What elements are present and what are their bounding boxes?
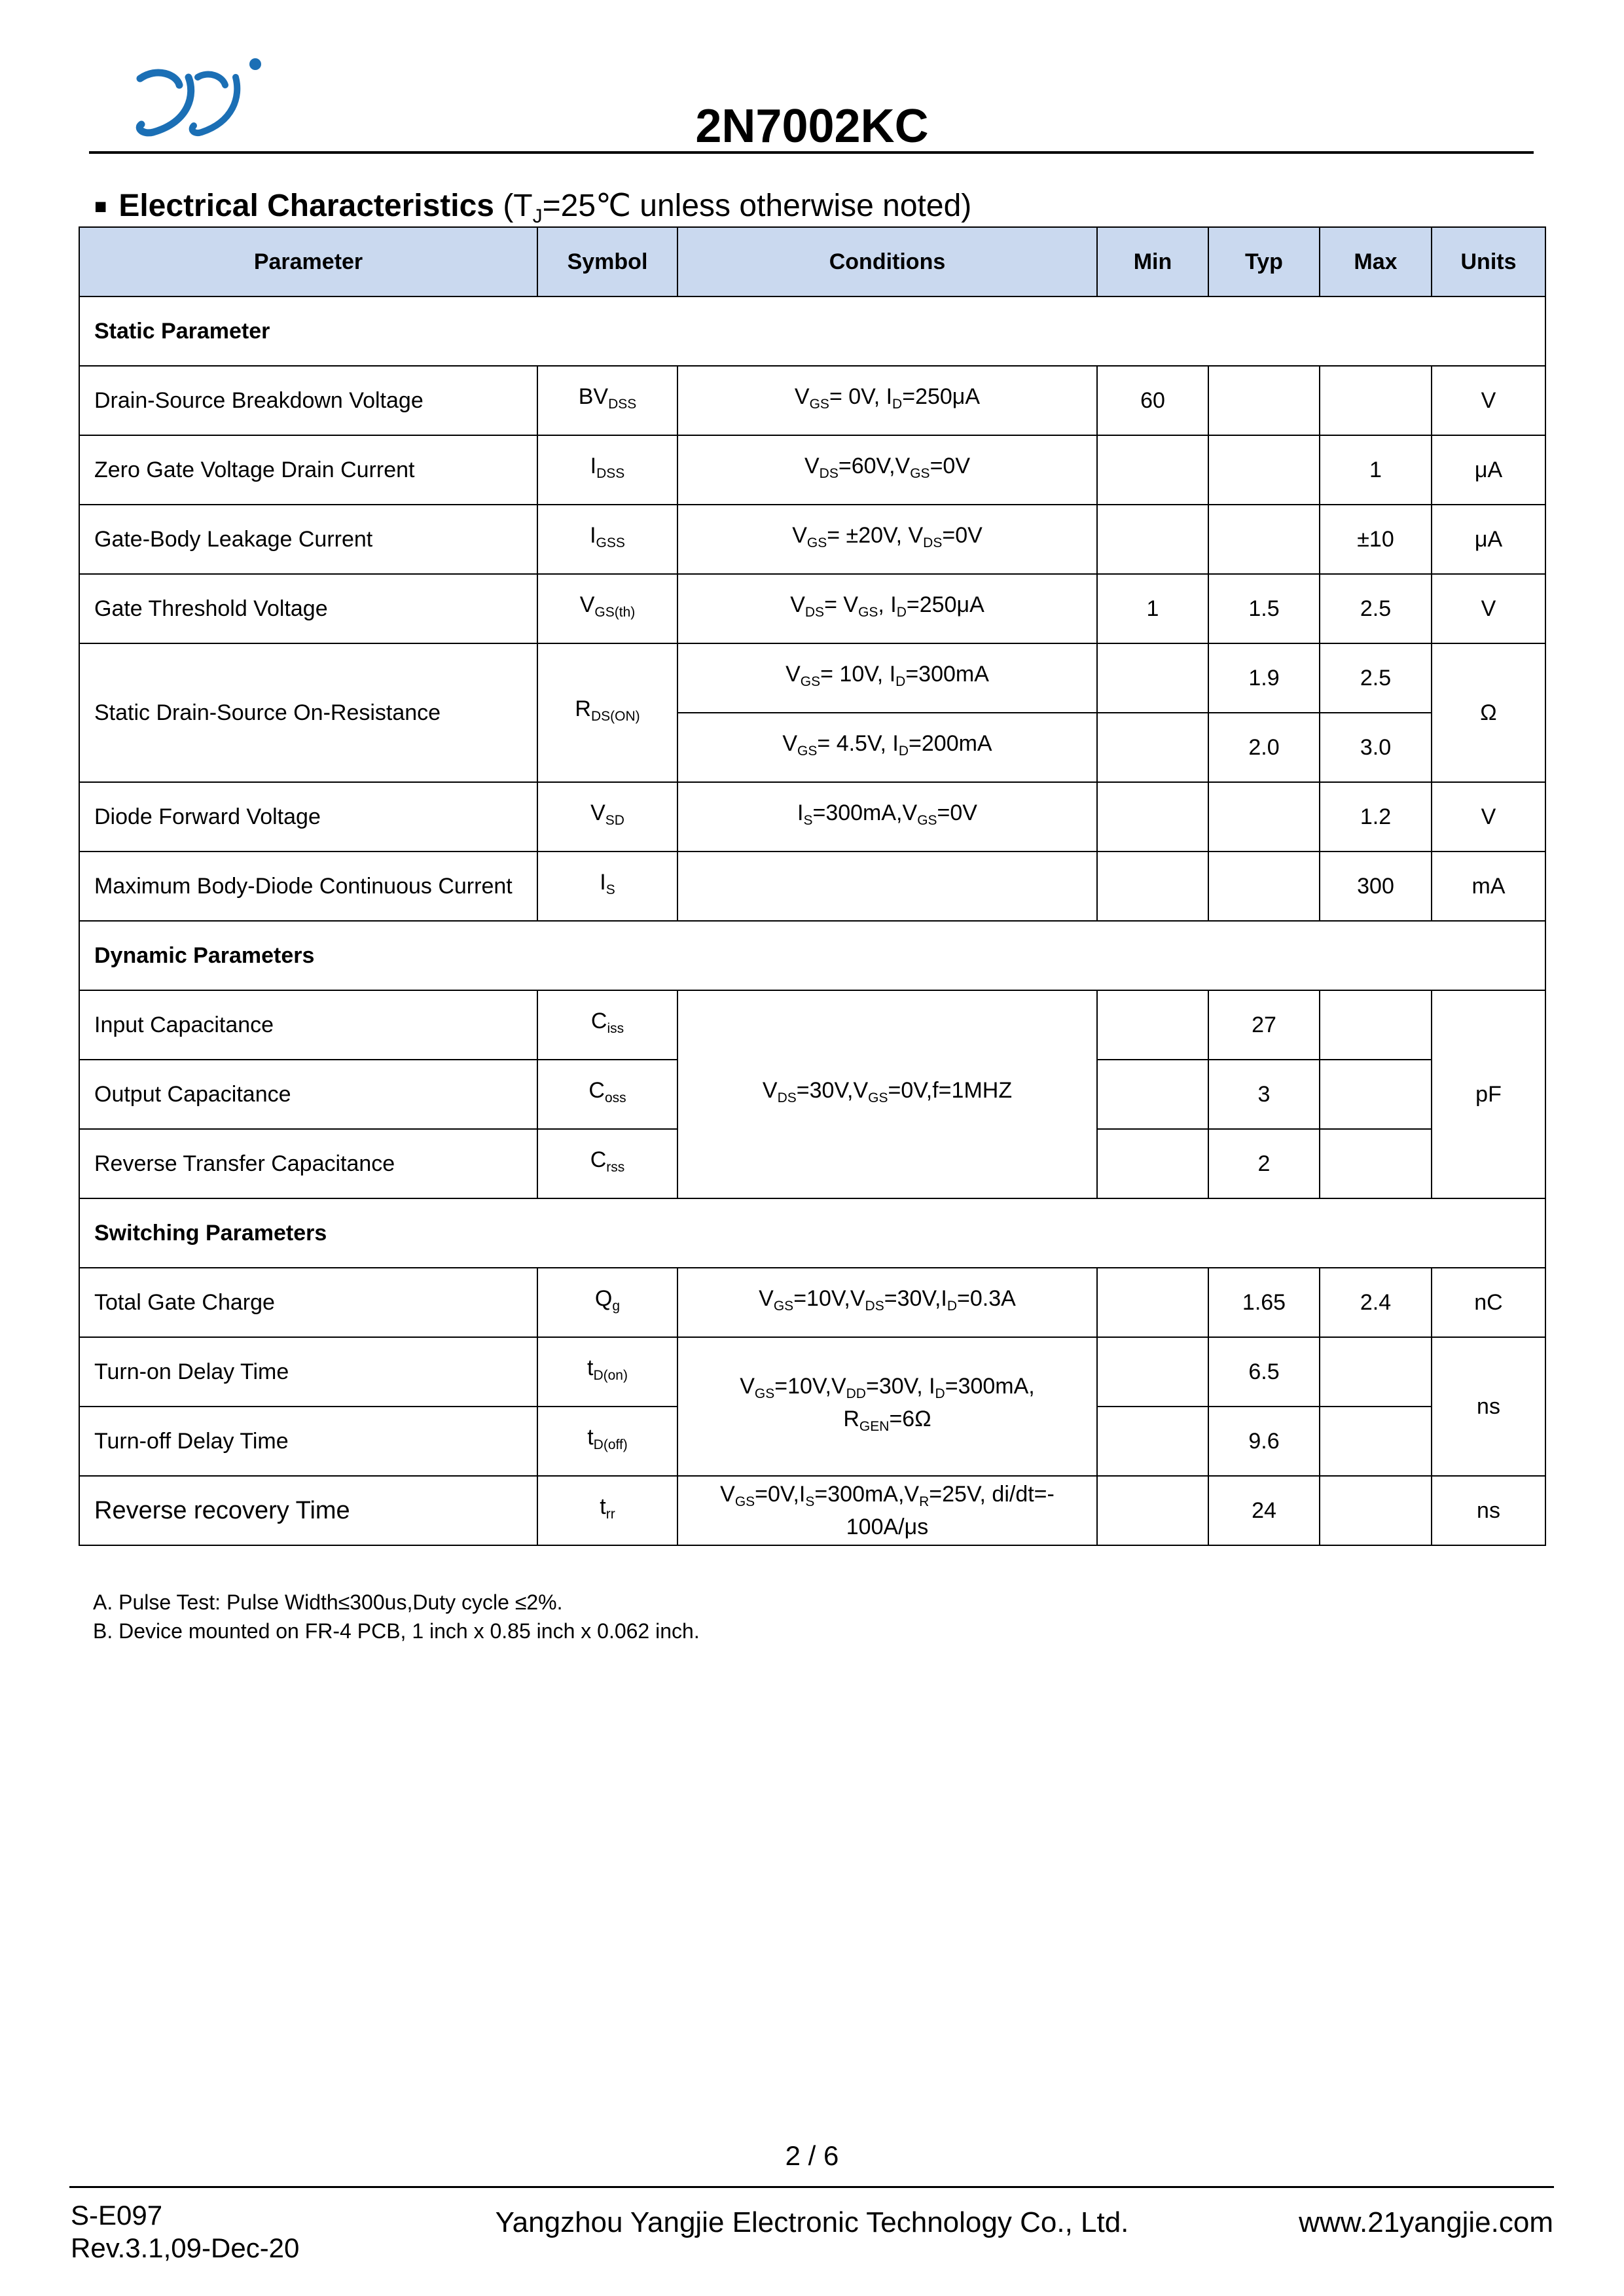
max-cell: 2.5 (1320, 574, 1432, 643)
section-heading: ■ Electrical Characteristics ($T_J=25℃$ unless otherwise noted) (94, 188, 972, 227)
section-title: Electrical Characteristics (118, 188, 494, 223)
max-cell: ±10 (1320, 505, 1432, 574)
table-row-ciss (79, 990, 1545, 1060)
company-name: Yangzhou Yangjie Electronic Technology Co., Ltd. (495, 2206, 1129, 2238)
group-row-switching (79, 1198, 1545, 1268)
typ-cell: 2 (1208, 1129, 1320, 1198)
param-cell: Drain-Source Breakdown Voltage (79, 366, 537, 435)
min-cell (1097, 1337, 1208, 1407)
website-link[interactable]: www.21yangjie.com (1299, 2206, 1553, 2238)
min-cell (1097, 1407, 1208, 1476)
units-cell: V (1432, 366, 1545, 435)
min-cell (1097, 505, 1208, 574)
symbol-cell: $t_{D(on)}$ (537, 1337, 677, 1407)
max-cell (1320, 1060, 1432, 1129)
symbol-cell: $Q_g$ (537, 1268, 677, 1337)
typ-cell: 27 (1208, 990, 1320, 1060)
min-cell: 1 (1097, 574, 1208, 643)
typ-cell: 1.5 (1208, 574, 1320, 643)
param-cell: Input Capacitance (79, 990, 537, 1060)
group-label: Switching Parameters (79, 1198, 1545, 1268)
typ-cell: 3 (1208, 1060, 1320, 1129)
group-label: Dynamic Parameters (79, 921, 1545, 990)
part-number-title: 2N7002KC (695, 100, 929, 152)
max-cell: 2.5 (1320, 643, 1432, 713)
column-header: Symbol (537, 227, 677, 296)
max-cell (1320, 1476, 1432, 1545)
symbol-cell: $I_S$ (537, 852, 677, 921)
conditions-cell: $V_{GS}= 10V$, $I_D=300mA$ (677, 643, 1097, 713)
conditions-cell: $V_{GS}= \pm 20V$, $V_{DS}=0V$ (677, 505, 1097, 574)
symbol-cell: $t_{rr}$ (537, 1476, 677, 1545)
min-cell (1097, 1129, 1208, 1198)
units-cell: nC (1432, 1268, 1545, 1337)
table-row-rdson-1 (79, 643, 1545, 713)
header-divider (89, 151, 1534, 154)
conditions-cell: $V_{GS}= 4.5V$, $I_D=200mA$ (677, 713, 1097, 782)
typ-cell (1208, 435, 1320, 505)
symbol-cell: $t_{D(off)}$ (537, 1407, 677, 1476)
param-cell: Maximum Body-Diode Continuous Current (79, 852, 537, 921)
table-row-tdon (79, 1337, 1545, 1407)
conditions-cell: $V_{GS}=10V,V_{DD}=30V$, $I_D=300mA$, $R_{GEN}=6\Omega$ (677, 1337, 1097, 1476)
max-cell (1320, 990, 1432, 1060)
symbol-cell: $V_{SD}$ (537, 782, 677, 852)
param-cell: Gate Threshold Voltage (79, 574, 537, 643)
column-header: Conditions (677, 227, 1097, 296)
conditions-cell: $I_S=300mA,V_{GS}=0V$ (677, 782, 1097, 852)
table-row-trr (79, 1476, 1545, 1545)
typ-cell: 24 (1208, 1476, 1320, 1545)
column-header: Units (1432, 227, 1545, 296)
min-cell (1097, 1268, 1208, 1337)
table-row-bvdss (79, 366, 1545, 435)
symbol-cell: $V_{GS(th)}$ (537, 574, 677, 643)
min-cell (1097, 782, 1208, 852)
units-cell: mA (1432, 852, 1545, 921)
min-cell (1097, 713, 1208, 782)
column-header: Parameter (79, 227, 537, 296)
units-cell: μA (1432, 435, 1545, 505)
max-cell: 3.0 (1320, 713, 1432, 782)
table-row-qg (79, 1268, 1545, 1337)
column-header: Min (1097, 227, 1208, 296)
document-code: S-E097 Rev.3.1,09-Dec-20 (71, 2200, 300, 2263)
table-row-idss (79, 435, 1545, 505)
revision-info: Rev.3.1,09-Dec-20 (71, 2233, 300, 2263)
column-header: Typ (1208, 227, 1320, 296)
conditions-cell: $V_{GS}=0V,I_S=300mA,V_R=25V$, di/dt=- 100A/μs (677, 1476, 1097, 1545)
conditions-cell: $V_{DS}=60V,V_{GS}=0V$ (677, 435, 1097, 505)
table-row-vsd (79, 782, 1545, 852)
typ-cell: 9.6 (1208, 1407, 1320, 1476)
units-cell: V (1432, 574, 1545, 643)
max-cell (1320, 366, 1432, 435)
min-cell (1097, 1060, 1208, 1129)
group-row-dynamic (79, 921, 1545, 990)
table-row-vgsth (79, 574, 1545, 643)
max-cell (1320, 1337, 1432, 1407)
conditions-cell: $V_{GS}=10V,V_{DS}=30V,I_D=0.3A$ (677, 1268, 1097, 1337)
symbol-cell: $C_{oss}$ (537, 1060, 677, 1129)
typ-cell (1208, 852, 1320, 921)
units-cell: Ω (1432, 643, 1545, 782)
param-cell: Gate-Body Leakage Current (79, 505, 537, 574)
min-cell (1097, 1476, 1208, 1545)
symbol-cell: $I_{GSS}$ (537, 505, 677, 574)
param-cell: Reverse Transfer Capacitance (79, 1129, 537, 1198)
param-cell: Static Drain-Source On-Resistance (79, 643, 537, 782)
column-header: Max (1320, 227, 1432, 296)
param-cell: Turn-on Delay Time (79, 1337, 537, 1407)
min-cell (1097, 435, 1208, 505)
footer-divider (69, 2186, 1554, 2188)
symbol-cell: $C_{iss}$ (537, 990, 677, 1060)
max-cell: 1.2 (1320, 782, 1432, 852)
param-cell: Diode Forward Voltage (79, 782, 537, 852)
symbol-cell: $BV_{DSS}$ (537, 366, 677, 435)
units-cell: ns (1432, 1476, 1545, 1545)
typ-cell (1208, 505, 1320, 574)
min-cell (1097, 990, 1208, 1060)
symbol-cell: $C_{rss}$ (537, 1129, 677, 1198)
max-cell: 300 (1320, 852, 1432, 921)
table-row-is (79, 852, 1545, 921)
max-cell: 1 (1320, 435, 1432, 505)
param-cell: Zero Gate Voltage Drain Current (79, 435, 537, 505)
min-cell (1097, 643, 1208, 713)
conditions-cell: $V_{DS}= V_{GS}$, $I_D=250\mu A$ (677, 574, 1097, 643)
symbol-cell: $R_{DS(ON)}$ (537, 643, 677, 782)
typ-cell: 1.65 (1208, 1268, 1320, 1337)
min-cell: 60 (1097, 366, 1208, 435)
param-cell: Total Gate Charge (79, 1268, 537, 1337)
param-cell: Reverse recovery Time (79, 1476, 537, 1545)
typ-cell (1208, 782, 1320, 852)
units-cell: pF (1432, 990, 1545, 1198)
square-bullet-icon: ■ (94, 194, 107, 218)
units-cell: ns (1432, 1337, 1545, 1476)
conditions-cell: $V_{DS}=30V,V_{GS}=0V,f=1MHZ$ (677, 990, 1097, 1198)
units-cell: μA (1432, 505, 1545, 574)
typ-cell: 6.5 (1208, 1337, 1320, 1407)
units-cell: V (1432, 782, 1545, 852)
typ-cell (1208, 366, 1320, 435)
conditions-cell: $V_{GS}= 0V$, $I_D=250\mu A$ (677, 366, 1097, 435)
note-a: A. Pulse Test: Pulse Width≤300us,Duty cycle ≤2%. (93, 1590, 563, 1614)
group-label: Static Parameter (79, 296, 1545, 366)
conditions-cell (677, 852, 1097, 921)
electrical-characteristics-table (79, 226, 1546, 1546)
param-cell: Output Capacitance (79, 1060, 537, 1129)
table-notes (93, 1588, 700, 1645)
group-row-static (79, 296, 1545, 366)
max-cell: 2.4 (1320, 1268, 1432, 1337)
max-cell (1320, 1129, 1432, 1198)
max-cell (1320, 1407, 1432, 1476)
symbol-cell: $I_{DSS}$ (537, 435, 677, 505)
note-b: B. Device mounted on FR-4 PCB, 1 inch x 0.85 inch x 0.062 inch. (93, 1619, 700, 1643)
min-cell (1097, 852, 1208, 921)
typ-cell: 2.0 (1208, 713, 1320, 782)
page-number: 2 / 6 (785, 2140, 839, 2171)
table-row-igss (79, 505, 1545, 574)
table-header-row (79, 227, 1545, 296)
param-cell: Turn-off Delay Time (79, 1407, 537, 1476)
typ-cell: 1.9 (1208, 643, 1320, 713)
